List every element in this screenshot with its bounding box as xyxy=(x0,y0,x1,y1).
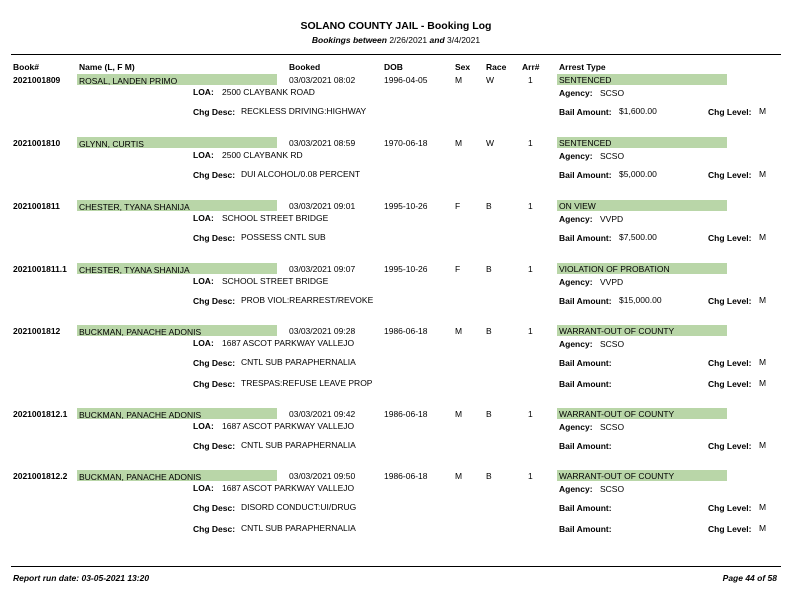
loa-label: LOA: xyxy=(193,483,214,493)
bail-amount-label: Bail Amount: xyxy=(559,233,612,243)
charge-level: M xyxy=(759,357,767,367)
arrest-type: VIOLATION OF PROBATION xyxy=(559,264,670,274)
inmate-name: ROSAL, LANDEN PRIMO xyxy=(79,76,178,86)
agency-label: Agency: xyxy=(559,484,593,494)
bail-amount: $1,600.00 xyxy=(619,106,657,116)
charge-level-label: Chg Level: xyxy=(708,233,752,243)
charge-desc-label: Chg Desc: xyxy=(193,170,236,180)
arrest-type: SENTENCED xyxy=(559,75,612,85)
col-header-arrest-type: Arrest Type xyxy=(559,62,606,72)
inmate-name: BUCKMAN, PANACHE ADONIS xyxy=(79,410,202,420)
arrest-type: WARRANT-OUT OF COUNTY xyxy=(559,326,675,336)
inmate-name: BUCKMAN, PANACHE ADONIS xyxy=(79,472,202,482)
charge-level-label: Chg Level: xyxy=(708,107,752,117)
report-run-date: Report run date: 03-05-2021 13:20 xyxy=(13,573,150,583)
loa-label: LOA: xyxy=(193,150,214,160)
location-of-arrest: SCHOOL STREET BRIDGE xyxy=(222,213,329,223)
agency-label: Agency: xyxy=(559,151,593,161)
agency-value: VVPD xyxy=(600,214,624,224)
charge-level: M xyxy=(759,232,767,242)
charge-description: CNTL SUB PARAPHERNALIA xyxy=(241,523,356,533)
subtitle-prefix: Bookings between xyxy=(311,35,387,45)
charge-desc-label: Chg Desc: xyxy=(193,107,236,117)
charge-level-label: Chg Level: xyxy=(708,524,752,534)
location-of-arrest: 1687 ASCOT PARKWAY VALLEJO xyxy=(222,483,355,493)
col-header-arr: Arr# xyxy=(522,62,540,72)
booked-datetime: 03/03/2021 09:50 xyxy=(289,471,356,481)
col-header-sex: Sex xyxy=(455,62,471,72)
inmate-name: CHESTER, TYANA SHANIJA xyxy=(79,265,190,275)
col-header-race: Race xyxy=(486,62,507,72)
charge-level: M xyxy=(759,378,767,388)
sex-value: M xyxy=(455,75,463,85)
agency-value: SCSO xyxy=(600,88,625,98)
book-number: 2021001810 xyxy=(13,138,61,148)
arrest-number: 1 xyxy=(528,201,533,211)
arrest-number: 1 xyxy=(528,471,533,481)
booked-datetime: 03/03/2021 09:07 xyxy=(289,264,356,274)
date-of-birth: 1986-06-18 xyxy=(384,471,428,481)
bail-amount-label: Bail Amount: xyxy=(559,170,612,180)
col-header-dob: DOB xyxy=(384,62,403,72)
booked-datetime: 03/03/2021 09:42 xyxy=(289,409,356,419)
arrest-number: 1 xyxy=(528,409,533,419)
charge-desc-label: Chg Desc: xyxy=(193,296,236,306)
bail-amount-label: Bail Amount: xyxy=(559,358,612,368)
charge-description: POSSESS CNTL SUB xyxy=(241,232,326,242)
charge-level: M xyxy=(759,169,767,179)
charge-level: M xyxy=(759,502,767,512)
book-number: 2021001811 xyxy=(13,201,60,211)
inmate-name: BUCKMAN, PANACHE ADONIS xyxy=(79,327,202,337)
agency-value: SCSO xyxy=(600,339,625,349)
location-of-arrest: SCHOOL STREET BRIDGE xyxy=(222,276,329,286)
bail-amount-label: Bail Amount: xyxy=(559,524,612,534)
agency-value: VVPD xyxy=(600,277,624,287)
charge-desc-label: Chg Desc: xyxy=(193,233,236,243)
book-number: 2021001811.1 xyxy=(13,264,67,274)
col-header-booked: Booked xyxy=(289,62,321,72)
book-number: 2021001812.1 xyxy=(13,409,68,419)
date-of-birth: 1996-04-05 xyxy=(384,75,428,85)
arrest-type: WARRANT-OUT OF COUNTY xyxy=(559,471,675,481)
inmate-name: CHESTER, TYANA SHANIJA xyxy=(79,202,190,212)
charge-level: M xyxy=(759,440,767,450)
race-value: B xyxy=(486,201,492,211)
charge-desc-label: Chg Desc: xyxy=(193,441,236,451)
book-number: 2021001812.2 xyxy=(13,471,68,481)
charge-description: DUI ALCOHOL/0.08 PERCENT xyxy=(241,169,361,179)
report-title: SOLANO COUNTY JAIL - Booking Log xyxy=(300,20,492,32)
date-of-birth: 1986-06-18 xyxy=(384,409,428,419)
book-number: 2021001809 xyxy=(13,75,61,85)
arrest-number: 1 xyxy=(528,75,533,85)
sex-value: F xyxy=(455,201,461,211)
loa-label: LOA: xyxy=(193,87,214,97)
booking-record xyxy=(0,326,792,406)
date-of-birth: 1995-10-26 xyxy=(384,201,428,211)
and-word: and xyxy=(429,35,445,45)
date-of-birth: 1970-06-18 xyxy=(384,138,428,148)
bail-amount-label: Bail Amount: xyxy=(559,296,612,306)
charge-level-label: Chg Level: xyxy=(708,170,752,180)
location-of-arrest: 2500 CLAYBANK RD xyxy=(222,150,303,160)
page-number: Page 44 of 58 xyxy=(722,573,777,583)
loa-label: LOA: xyxy=(193,213,214,223)
race-value: B xyxy=(486,264,492,274)
date-of-birth: 1986-06-18 xyxy=(384,326,428,336)
bail-amount-label: Bail Amount: xyxy=(559,441,612,451)
sex-value: M xyxy=(455,326,463,336)
charge-description: RECKLESS DRIVING:HIGHWAY xyxy=(241,106,367,116)
charge-description: PROB VIOL:REARREST/REVOKE xyxy=(241,295,374,305)
header-rule-top xyxy=(11,54,781,55)
arrest-type: SENTENCED xyxy=(559,138,612,148)
race-value: B xyxy=(486,409,492,419)
arrest-number: 1 xyxy=(528,326,533,336)
charge-description: CNTL SUB PARAPHERNALIA xyxy=(241,440,356,450)
bail-amount-label: Bail Amount: xyxy=(559,107,612,117)
loa-label: LOA: xyxy=(193,421,214,431)
loa-label: LOA: xyxy=(193,338,214,348)
charge-level-label: Chg Level: xyxy=(708,358,752,368)
race-value: B xyxy=(486,471,492,481)
charge-level-label: Chg Level: xyxy=(708,296,752,306)
col-header-book: Book# xyxy=(13,62,39,72)
booked-datetime: 03/03/2021 08:59 xyxy=(289,138,356,148)
col-header-name: Name (L, F M) xyxy=(79,62,135,72)
booking-record xyxy=(0,471,792,551)
sex-value: M xyxy=(455,409,463,419)
agency-label: Agency: xyxy=(559,422,593,432)
charge-desc-label: Chg Desc: xyxy=(193,379,236,389)
bail-amount: $5,000.00 xyxy=(619,169,657,179)
charge-level: M xyxy=(759,523,767,533)
inmate-name: GLYNN, CURTIS xyxy=(79,139,144,149)
booked-datetime: 03/03/2021 09:28 xyxy=(289,326,356,336)
sex-value: M xyxy=(455,471,463,481)
booked-datetime: 03/03/2021 08:02 xyxy=(289,75,356,85)
agency-value: SCSO xyxy=(600,151,625,161)
arrest-number: 1 xyxy=(528,264,533,274)
date-of-birth: 1995-10-26 xyxy=(384,264,428,274)
booked-datetime: 03/03/2021 09:01 xyxy=(289,201,356,211)
charge-level-label: Chg Level: xyxy=(708,441,752,451)
charge-level: M xyxy=(759,106,767,116)
footer-rule xyxy=(11,566,781,567)
race-value: W xyxy=(486,138,495,148)
loa-label: LOA: xyxy=(193,276,214,286)
agency-label: Agency: xyxy=(559,88,593,98)
charge-desc-label: Chg Desc: xyxy=(193,524,236,534)
charge-description: TRESPAS:REFUSE LEAVE PROP xyxy=(241,378,373,388)
agency-label: Agency: xyxy=(559,277,593,287)
charge-description: CNTL SUB PARAPHERNALIA xyxy=(241,357,356,367)
charge-level: M xyxy=(759,295,767,305)
charge-desc-label: Chg Desc: xyxy=(193,503,236,513)
charge-description: DISORD CONDUCT:UI/DRUG xyxy=(241,502,357,512)
arrest-type: WARRANT-OUT OF COUNTY xyxy=(559,409,675,419)
agency-value: SCSO xyxy=(600,422,625,432)
race-value: W xyxy=(486,75,495,85)
date-to: 3/4/2021 xyxy=(447,35,481,45)
location-of-arrest: 2500 CLAYBANK ROAD xyxy=(222,87,315,97)
charge-level-label: Chg Level: xyxy=(708,379,752,389)
charge-level-label: Chg Level: xyxy=(708,503,752,513)
date-from: 2/26/2021 xyxy=(389,35,428,45)
arrest-type: ON VIEW xyxy=(559,201,596,211)
agency-label: Agency: xyxy=(559,339,593,349)
bail-amount: $15,000.00 xyxy=(619,295,662,305)
book-number: 2021001812 xyxy=(13,326,61,336)
agency-value: SCSO xyxy=(600,484,625,494)
sex-value: F xyxy=(455,264,461,274)
location-of-arrest: 1687 ASCOT PARKWAY VALLEJO xyxy=(222,421,355,431)
report-subtitle xyxy=(0,35,792,45)
charge-desc-label: Chg Desc: xyxy=(193,358,236,368)
race-value: B xyxy=(486,326,492,336)
sex-value: M xyxy=(455,138,463,148)
location-of-arrest: 1687 ASCOT PARKWAY VALLEJO xyxy=(222,338,355,348)
agency-label: Agency: xyxy=(559,214,593,224)
arrest-number: 1 xyxy=(528,138,533,148)
bail-amount: $7,500.00 xyxy=(619,232,657,242)
bail-amount-label: Bail Amount: xyxy=(559,379,612,389)
bail-amount-label: Bail Amount: xyxy=(559,503,612,513)
